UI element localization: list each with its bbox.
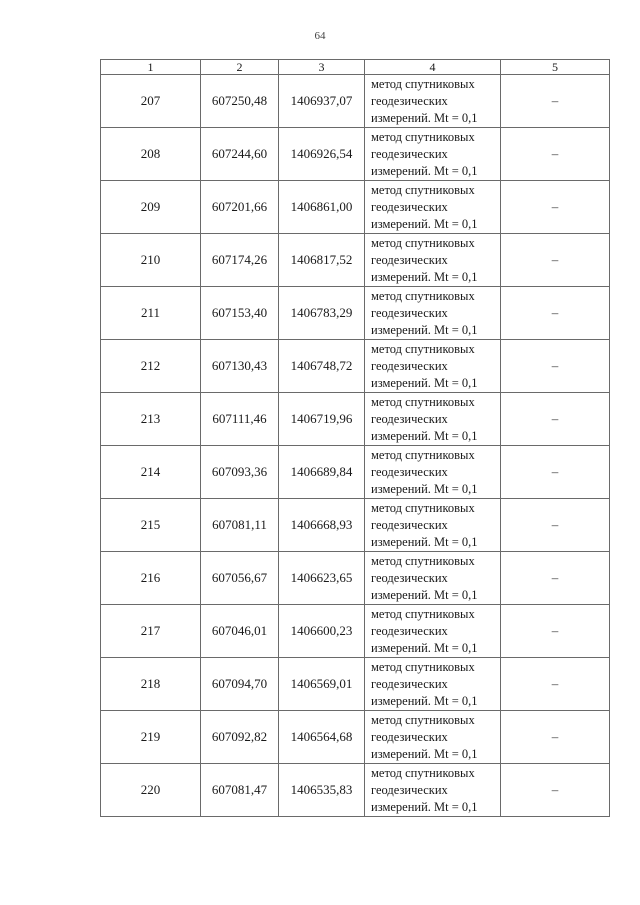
method-line: геодезических — [371, 252, 448, 267]
method-line: измерений. Mt = 0,1 — [371, 269, 478, 284]
coordinate-x: 607174,26 — [201, 234, 279, 287]
method-description — [365, 605, 501, 658]
method-line: измерений. Mt = 0,1 — [371, 322, 478, 337]
point-number: 220 — [101, 764, 201, 817]
coordinate-y: 1406623,65 — [279, 552, 365, 605]
column-header-1: 1 — [101, 60, 201, 75]
table-row — [101, 446, 610, 499]
table-row — [101, 75, 610, 128]
note-cell: – — [501, 605, 610, 658]
method-description — [365, 552, 501, 605]
coordinate-y: 1406748,72 — [279, 340, 365, 393]
method-line: метод спутниковых — [371, 182, 475, 197]
point-number: 212 — [101, 340, 201, 393]
method-line: измерений. Mt = 0,1 — [371, 481, 478, 496]
table-row — [101, 711, 610, 764]
method-description — [365, 499, 501, 552]
method-line: измерений. Mt = 0,1 — [371, 163, 478, 178]
method-line: геодезических — [371, 305, 448, 320]
coordinate-y: 1406926,54 — [279, 128, 365, 181]
coordinate-x: 607081,11 — [201, 499, 279, 552]
method-line: метод спутниковых — [371, 341, 475, 356]
coordinate-x: 607092,82 — [201, 711, 279, 764]
coordinate-y: 1406569,01 — [279, 658, 365, 711]
method-description — [365, 75, 501, 128]
method-description — [365, 764, 501, 817]
coordinate-x: 607081,47 — [201, 764, 279, 817]
note-cell: – — [501, 75, 610, 128]
table-row — [101, 234, 610, 287]
method-description — [365, 711, 501, 764]
coordinate-y: 1406861,00 — [279, 181, 365, 234]
table-row — [101, 287, 610, 340]
method-line: метод спутниковых — [371, 235, 475, 250]
method-line: метод спутниковых — [371, 606, 475, 621]
table-row — [101, 764, 610, 817]
method-line: геодезических — [371, 199, 448, 214]
note-cell: – — [501, 499, 610, 552]
column-header-4: 4 — [365, 60, 501, 75]
point-number: 209 — [101, 181, 201, 234]
method-description — [365, 393, 501, 446]
coordinate-x: 607130,43 — [201, 340, 279, 393]
coordinate-y: 1406564,68 — [279, 711, 365, 764]
column-header-2: 2 — [201, 60, 279, 75]
table-row — [101, 340, 610, 393]
method-line: геодезических — [371, 782, 448, 797]
method-description — [365, 446, 501, 499]
method-line: геодезических — [371, 676, 448, 691]
method-line: измерений. Mt = 0,1 — [371, 693, 478, 708]
coordinate-y: 1406600,23 — [279, 605, 365, 658]
method-line: геодезических — [371, 93, 448, 108]
method-line: геодезических — [371, 729, 448, 744]
table-row — [101, 499, 610, 552]
method-line: измерений. Mt = 0,1 — [371, 746, 478, 761]
table-row — [101, 393, 610, 446]
method-description — [365, 234, 501, 287]
method-line: геодезических — [371, 146, 448, 161]
method-line: геодезических — [371, 358, 448, 373]
coordinate-x: 607250,48 — [201, 75, 279, 128]
method-line: геодезических — [371, 570, 448, 585]
coordinate-y: 1406783,29 — [279, 287, 365, 340]
coordinate-x: 607094,70 — [201, 658, 279, 711]
method-line: метод спутниковых — [371, 712, 475, 727]
page-number: 64 — [314, 30, 326, 42]
method-line: метод спутниковых — [371, 553, 475, 568]
table-row — [101, 658, 610, 711]
coordinates-table — [100, 59, 610, 817]
coordinate-y: 1406668,93 — [279, 499, 365, 552]
coordinate-y: 1406937,07 — [279, 75, 365, 128]
note-cell: – — [501, 128, 610, 181]
table-row — [101, 128, 610, 181]
method-line: метод спутниковых — [371, 447, 475, 462]
point-number: 217 — [101, 605, 201, 658]
point-number: 219 — [101, 711, 201, 764]
method-line: измерений. Mt = 0,1 — [371, 587, 478, 602]
column-header-3: 3 — [279, 60, 365, 75]
method-line: метод спутниковых — [371, 500, 475, 515]
method-line: метод спутниковых — [371, 765, 475, 780]
point-number: 215 — [101, 499, 201, 552]
method-line: геодезических — [371, 464, 448, 479]
point-number: 208 — [101, 128, 201, 181]
point-number: 216 — [101, 552, 201, 605]
method-line: измерений. Mt = 0,1 — [371, 375, 478, 390]
point-number: 207 — [101, 75, 201, 128]
note-cell: – — [501, 340, 610, 393]
note-cell: – — [501, 446, 610, 499]
coordinate-y: 1406689,84 — [279, 446, 365, 499]
method-line: геодезических — [371, 517, 448, 532]
note-cell: – — [501, 181, 610, 234]
point-number: 218 — [101, 658, 201, 711]
note-cell: – — [501, 711, 610, 764]
coordinate-x: 607093,36 — [201, 446, 279, 499]
method-line: метод спутниковых — [371, 129, 475, 144]
note-cell: – — [501, 393, 610, 446]
method-line: измерений. Mt = 0,1 — [371, 216, 478, 231]
method-line: измерений. Mt = 0,1 — [371, 428, 478, 443]
note-cell: – — [501, 234, 610, 287]
method-line: геодезических — [371, 411, 448, 426]
point-number: 210 — [101, 234, 201, 287]
coordinate-x: 607046,01 — [201, 605, 279, 658]
method-line: измерений. Mt = 0,1 — [371, 799, 478, 814]
coordinate-x: 607244,60 — [201, 128, 279, 181]
method-line: метод спутниковых — [371, 659, 475, 674]
method-description — [365, 287, 501, 340]
coordinate-x: 607201,66 — [201, 181, 279, 234]
method-line: метод спутниковых — [371, 394, 475, 409]
table-row — [101, 181, 610, 234]
coordinate-x: 607056,67 — [201, 552, 279, 605]
note-cell: – — [501, 764, 610, 817]
note-cell: – — [501, 287, 610, 340]
note-cell: – — [501, 658, 610, 711]
coordinate-y: 1406719,96 — [279, 393, 365, 446]
method-description — [365, 340, 501, 393]
method-description — [365, 658, 501, 711]
coordinate-x: 607153,40 — [201, 287, 279, 340]
method-line: геодезических — [371, 623, 448, 638]
method-line: измерений. Mt = 0,1 — [371, 110, 478, 125]
method-line: измерений. Mt = 0,1 — [371, 640, 478, 655]
point-number: 213 — [101, 393, 201, 446]
point-number: 211 — [101, 287, 201, 340]
method-description — [365, 181, 501, 234]
note-cell: – — [501, 552, 610, 605]
table-row — [101, 605, 610, 658]
method-line: измерений. Mt = 0,1 — [371, 534, 478, 549]
header-row — [101, 60, 610, 75]
coordinate-x: 607111,46 — [201, 393, 279, 446]
method-description — [365, 128, 501, 181]
coordinate-y: 1406535,83 — [279, 764, 365, 817]
method-line: метод спутниковых — [371, 288, 475, 303]
column-header-5: 5 — [501, 60, 610, 75]
point-number: 214 — [101, 446, 201, 499]
method-line: метод спутниковых — [371, 76, 475, 91]
coordinate-y: 1406817,52 — [279, 234, 365, 287]
table-row — [101, 552, 610, 605]
